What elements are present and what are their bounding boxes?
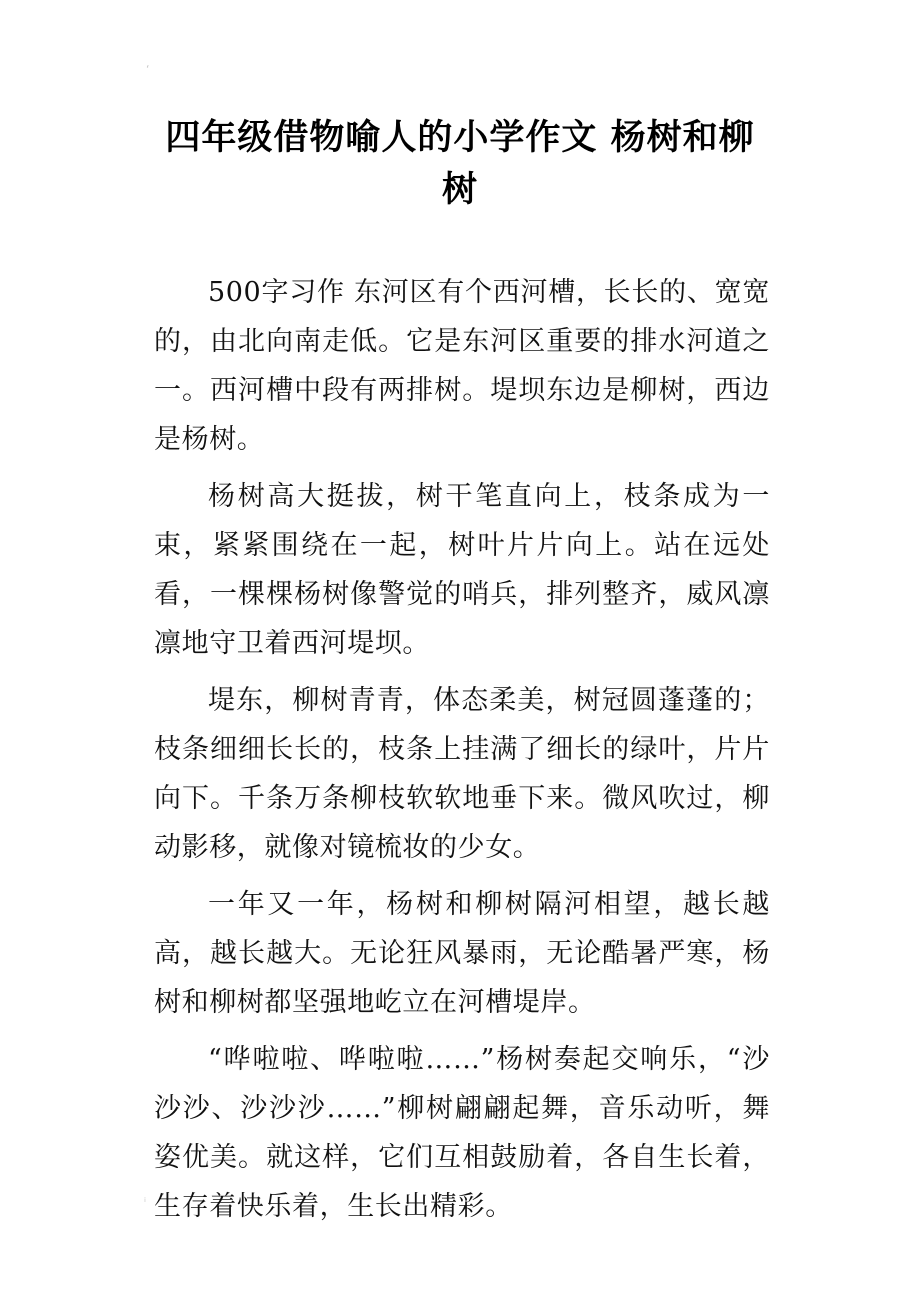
paragraph-1: 500字习作 东河区有个西河槽，长长的、宽宽的，由北向南走低。它是东河区重要的排水河道之一。西河槽中段有两排树。堤坝东边是柳树，西边是杨树。 xyxy=(154,277,770,455)
paragraph-5: “哗啦啦、哗啦啦……”杨树奏起交响乐，“沙沙沙、沙沙沙……”柳树翩翩起舞，音乐动听，舞姿优美。就这样，它们互相鼓励着，各自生长着，生存着快乐着，生长出精彩。 xyxy=(154,1044,770,1222)
article-body xyxy=(154,268,770,1239)
page-title: 四年级借物喻人的小学作文 杨树和柳树 xyxy=(165,118,755,210)
corner-mark-top: ‘ xyxy=(146,63,150,76)
paragraph-3: 堤东，柳树青青，体态柔美，树冠圆蓬蓬的；枝条细细长长的，枝条上挂满了细长的绿叶，片片向下。千条万条柳枝软软地垂下来。微风吹过，柳动影移，就像对镜梳妆的少女。 xyxy=(154,685,770,863)
corner-mark-bottom: ᵢ xyxy=(144,1192,146,1205)
paragraph-2: 杨树高大挺拔，树干笔直向上，枝条成为一束，紧紧围绕在一起，树叶片片向上。站在远处看，一棵棵杨树像警觉的哨兵，排列整齐，威风凛凛地守卫着西河堤坝。 xyxy=(154,481,770,659)
paragraph-4: 一年又一年，杨树和柳树隔河相望，越长越高，越长越大。无论狂风暴雨，无论酷暑严寒，杨树和柳树都坚强地屹立在河槽堤岸。 xyxy=(154,889,770,1018)
